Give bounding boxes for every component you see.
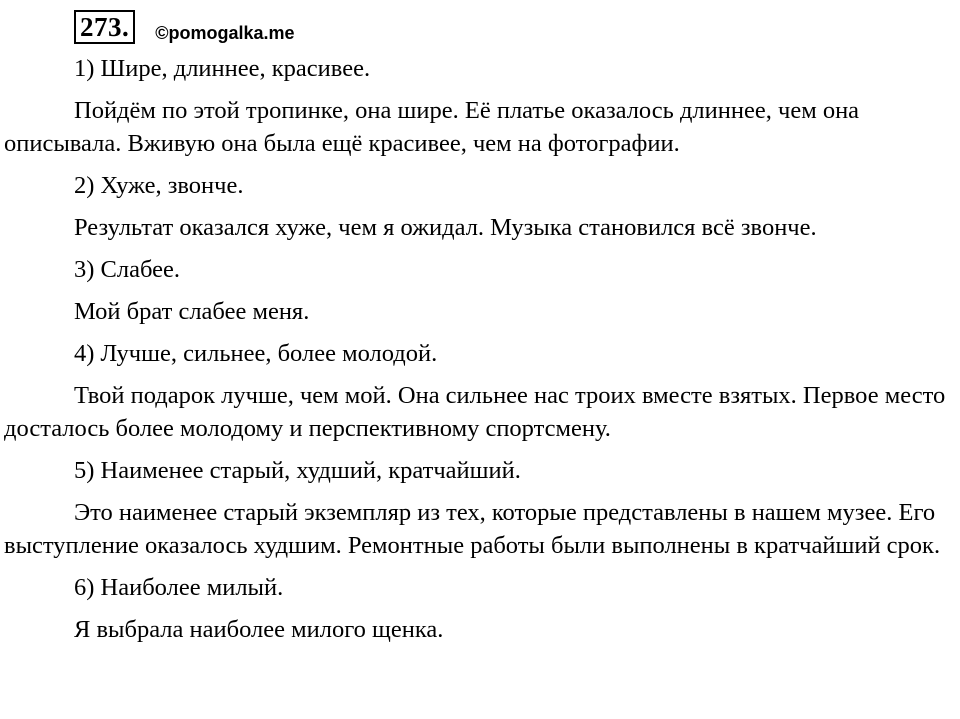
answer-examples-5: Это наименее старый экземпляр из тех, которые представлены в нашем музее. Его выступление оказалось худшим. Ремонтные работы были выполнены в кратчайший срок. — [4, 499, 941, 559]
answer-examples-1: Пойдём по этой тропинке, она шире. Её платье оказалось длиннее, чем она описывала. Вживую она была ещё красивее, чем на фотографии. — [4, 97, 860, 157]
answer-heading-6: 6) Наиболее милый. — [74, 574, 284, 601]
answer-heading-5: 5) Наименее старый, худший, кратчайший. — [74, 457, 521, 484]
answer-heading-2: 2) Хуже, звонче. — [74, 172, 244, 199]
answer-examples-6: Я выбрала наиболее милого щенка. — [74, 616, 444, 643]
answer-heading-4: 4) Лучше, сильнее, более молодой. — [74, 340, 438, 367]
answer-text — [4, 52, 960, 655]
answer-examples-2: Результат оказался хуже, чем я ожидал. Музыка становился всё звонче. — [74, 214, 817, 241]
answer-heading-3: 3) Слабее. — [74, 256, 180, 283]
task-number-box: 273. — [74, 10, 135, 44]
header — [74, 4, 295, 44]
answer-examples-4: Твой подарок лучше, чем мой. Она сильнее нас троих вместе взятых. Первое место досталось более молодому и перспективному спортсмену. — [4, 382, 946, 442]
answer-examples-3: Мой брат слабее меня. — [74, 298, 310, 325]
answer-heading-1: 1) Шире, длиннее, красивее. — [74, 55, 371, 82]
watermark-text: ©pomogalka.me — [155, 23, 295, 43]
